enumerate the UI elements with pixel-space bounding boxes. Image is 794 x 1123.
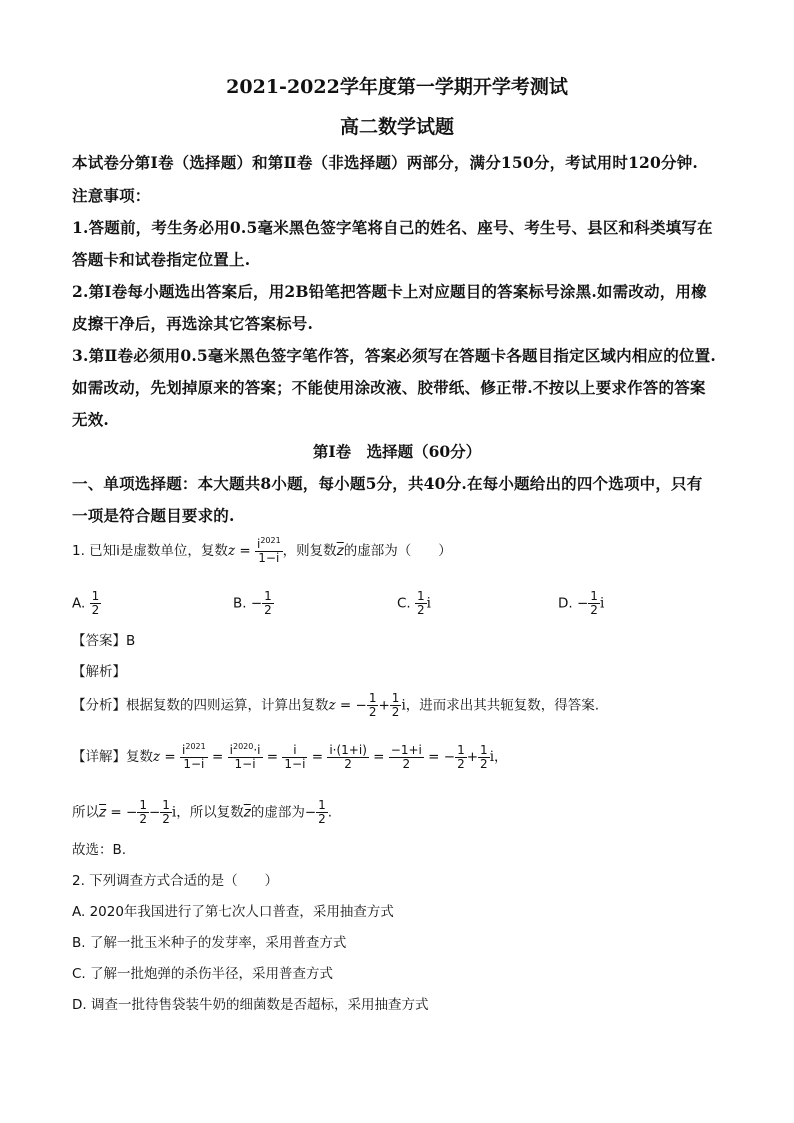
note-3-line-3: 无效. [72,410,109,429]
xiangjie-line: 【详解】复数z = $\frac{i^{2021}}{1-i}$ = $\frac{i^{2020}\cdot i}{1-i}$ = $\frac{i}{1-i}$ = $\frac{i\cdot(1+i)}{2}$ = $\frac{-1+i}{2}$ = − $\frac{1}{2}$ + $\frac{1}{2}$ i， [72,742,508,772]
choose-line: 故选：B. [72,842,127,858]
page-title: 2021-2022学年度第一学期开学考测试 [226,76,568,98]
part-1-line-2: 一项是符合题目要求的. [72,506,235,525]
conclusion-line: 所以$\overline{z}$ = − $\frac{1}{2}$ − $\frac{1}{2}$ i，所以复数$\overline{z}$的虚部为− $\frac{1}{2}$ . [72,798,333,827]
section-heading: 第Ⅰ卷 选择题（60分） [312,442,482,461]
option-a: A. $\frac{1}{2}$ [72,589,100,618]
q2-option-d: D. 调查一批待售袋装牛奶的细菌数是否超标，采用抽查方式 [72,997,429,1013]
fenxi-line: 【分析】根据复数的四则运算，计算出复数z = − $\frac{1}{2}$ + $\frac{1}{2}$ i，进而求出其共轭复数，得答案. [72,691,600,720]
note-3-line-2: 如需改动，先划掉原来的答案；不能使用涂改液、胶带纸、修正带.不按以上要求作答的答案 [72,378,706,397]
fraction: $\frac{i^{2021}}{1-i}$ [256,536,281,566]
page-subtitle: 高二数学试题 [339,116,454,138]
q2-option-b: B. 了解一批玉米种子的发芽率，采用普查方式 [72,935,347,951]
q2-option-c: C. 了解一批炮弹的杀伤半径，采用普查方式 [72,966,334,982]
option-c: C. $\frac{1}{2}$ i [397,589,431,618]
question-1-stem: 1. 已知i是虚数单位，复数z = $\frac{i^{2021}}{1-i}$ ，则复数$\overline{z}$的虚部为（ ） [72,536,452,566]
answer-label: 【答案】B [72,633,136,649]
q2-option-a: A. 2020年我国进行了第七次人口普查，采用抽查方式 [72,904,394,920]
analysis-label: 【解析】 [72,664,126,680]
note-2-line-2: 皮擦干净后，再选涂其它答案标号. [72,314,314,333]
intro-text: 本试卷分第Ⅰ卷（选择题）和第Ⅱ卷（非选择题）两部分，满分150分，考试用时120分钟. [72,153,699,172]
notes-heading: 注意事项： [72,186,151,205]
note-2-line-1: 2.第Ⅰ卷每小题选出答案后，用2B铅笔把答题卡上对应题目的答案标号涂黑.如需改动，用橡 [72,282,707,301]
option-b: B. − $\frac{1}{2}$ [233,589,272,618]
option-d: D. − $\frac{1}{2}$ i [558,589,605,618]
note-1-line-2: 答题卡和试卷指定位置上. [72,250,251,269]
note-1-line-1: 1.答题前，考生务必用0.5毫米黑色签字笔将自己的姓名、座号、考生号、县区和科类填写在 [72,218,713,237]
part-1-line-1: 一、单项选择题：本大题共8小题，每小题5分，共40分.在每小题给出的四个选项中，只有 [72,474,703,493]
note-3-line-1: 3.第Ⅱ卷必须用0.5毫米黑色签字笔作答，答案必须写在答题卡各题目指定区域内相应的位置. [72,346,716,365]
question-2-stem: 2. 下列调查方式合适的是（ ） [72,873,279,889]
